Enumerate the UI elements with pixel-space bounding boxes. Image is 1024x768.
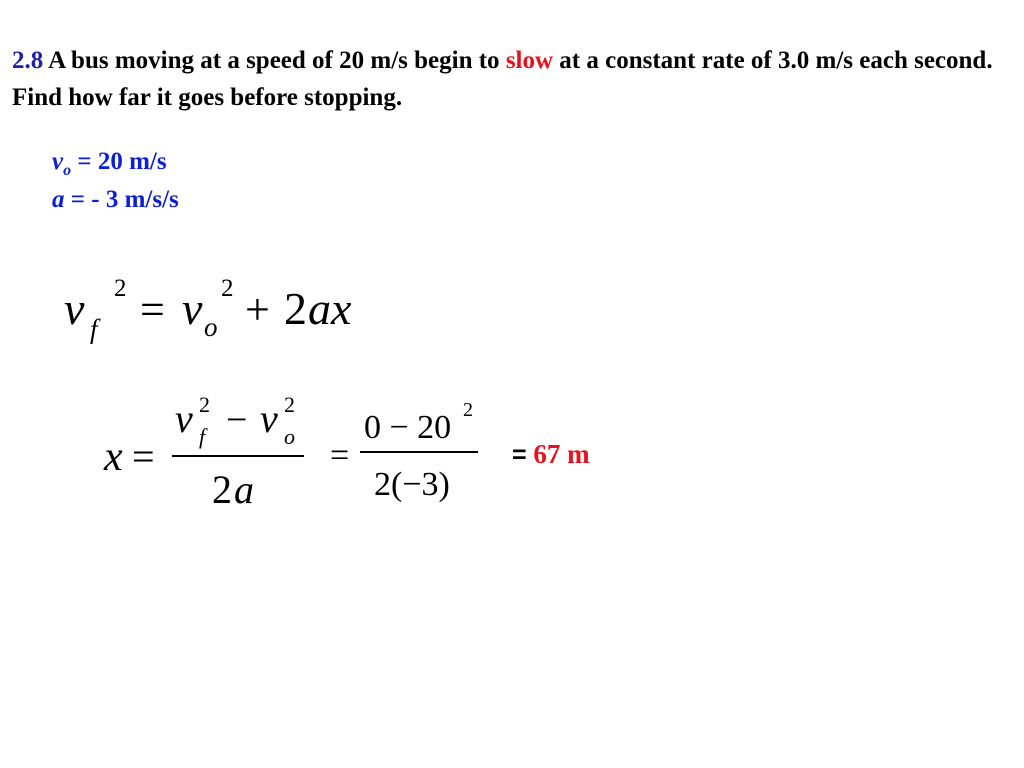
eq2-f-sub: f (199, 424, 206, 449)
eq1-sq2: 2 (221, 275, 234, 302)
eq2-vf: v (175, 396, 193, 441)
problem-highlight: slow (505, 47, 554, 74)
eq2-x: x (104, 434, 123, 480)
eq1-two: 2 (284, 283, 307, 334)
eq2-vf-sq: 2 (199, 392, 210, 417)
eq1-ax: ax (308, 283, 352, 334)
given-v0-sub: o (63, 162, 72, 179)
kinematics-equation (64, 275, 352, 344)
eq1-vf: v (64, 283, 85, 334)
given-v0-symbol: v (52, 148, 64, 175)
problem-text-before: A bus moving at a speed of 20 m/s begin to (43, 47, 506, 74)
given-a-value: = - 3 m/s/s (64, 186, 179, 213)
displacement-equation (103, 392, 478, 512)
eq2-equals-2: = (330, 437, 350, 474)
answer-result: 67 m (533, 439, 590, 469)
given-v0-value: = 20 m/s (71, 148, 167, 175)
eq2-num2-sq: 2 (463, 399, 473, 421)
eq2-den2: 2(−3) (374, 466, 450, 503)
eq2-den-a: a (234, 467, 254, 512)
eq2-den-two: 2 (212, 467, 232, 512)
eq1-sq1: 2 (114, 275, 127, 302)
eq1-vo: v (182, 283, 203, 334)
given-a-symbol: a (52, 186, 65, 213)
eq2-num2: 0 − 20 (364, 409, 452, 446)
problem-number: 2.8 (12, 47, 44, 74)
eq1-equals: = (140, 285, 165, 334)
eq1-plus: + (245, 285, 270, 334)
answer (512, 439, 590, 470)
eq2-equals: = (132, 434, 155, 479)
answer-equals: = (512, 441, 527, 469)
eq2-o-sub: o (284, 424, 295, 449)
eq1-f-sub: f (90, 314, 98, 344)
problem-text-after: at a constant rate of 3.0 m/s each second. Find how far it goes before stopping. (12, 47, 993, 111)
eq2-vo-sq: 2 (284, 392, 295, 417)
eq2-minus: − (226, 399, 248, 441)
eq1-o-sub: o (204, 312, 218, 342)
eq2-vo: v (260, 396, 278, 441)
